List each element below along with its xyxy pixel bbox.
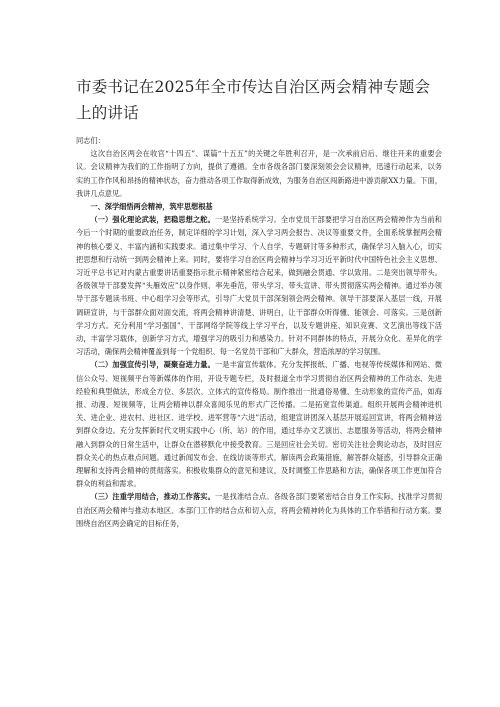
- paragraph-3: [76, 490, 442, 530]
- paragraph-2-text: 一是丰富宣传载体。充分发挥报纸、广播、电视等传统媒体和网站、微信公众号、短视频平台等新媒体的作用，开设专题专栏，及时报道全市学习贯彻自治区两会精神的工作动态、先进经验和典型做法，形成全方位、多层次、立体式的宣传格局。制作推出一批通俗易懂、生动形象的宣传产品，如海报、动漫、短视频等，让两会精神以群众喜闻乐见的形式广泛传播。二是拓宽宣传渠道。组织开展两会精神进机关、进企业、进农村、进社区、进学校、进军营等“六进”活动，组建宣讲团深入基层开展巡回宣讲，将两会精神送到群众身边。充分发挥新时代文明实践中心（所、站）的作用，通过举办文艺演出、志愿服务等活动，将两会精神融入到群众的日常生活中，让群众在潜移默化中接受教育。三是回应社会关切。密切关注社会舆论动态，及时回应群众关心的热点难点问题。通过新闻发布会、在线访谈等形式，解读两会政策措施，解答群众疑惑，引导群众正确理解和支持两会精神的贯彻落实。积极收集群众的意见和建议，及时调整工作思路和方法，确保各项工作更加符合群众的利益和需求。: [76, 360, 442, 489]
- section-heading-1: 一、深学细悟两会精神，筑牢思想根基: [90, 202, 213, 212]
- document-body: [76, 134, 442, 530]
- paragraph-1: [76, 213, 442, 358]
- paragraph-2-lead: （二）加强宣传引导，凝聚奋进力量。: [90, 360, 215, 370]
- document-title: 市委书记在2025年全市传达自治区两会精神专题会上的讲话: [76, 78, 431, 122]
- paragraph-1-text: 一是坚持系统学习。全市党员干部要把学习自治区两会精神作为当前和今后一个时期的重要政治任务，制定详细的学习计划，深入学习两会报告、决议等重要文件，全面系统掌握两会精神的核心要义、丰富内涵和实践要求。通过集中学习、个人自学、专题研讨等多种形式，确保学习入脑入心，切实把思想和行动统一到两会精神上来。同时，要将学习自治区两会精神与学习习近平新时代中国特色社会主义思想、习近平总书记对内蒙古重要讲话重要指示批示精神紧密结合起来，做到融会贯通、学以致用。二是突出领导带头。各级领导干部要发挥“头雁效应”以身作则、率先垂范，带头学习、带头宣讲、带头贯彻落实两会精神。通过举办领导干部专题读书班、中心组学习会等形式，引导广大党员干部深刻领会两会精神。领导干部要深入基层一线，开展调研宣讲，与干部群众面对面交流，将两会精神讲清楚、讲明白，让干部群众听得懂、能领会、可落实。三是创新学习方式。充分利用“学习强国”、干部网络学院等线上学习平台，以及专题讲座、知识竞赛、文艺演出等线下活动，丰富学习载体，创新学习方式，增强学习的吸引力和感染力。针对不同群体的特点，开展分众化、差异化的学习活动，确保两会精神覆盖到每一个党组织、每一名党员干部和广大群众，营造浓厚的学习氛围。: [76, 215, 442, 357]
- paragraph-3-text: 一是找准结合点。各级各部门要紧密结合自身工作实际，找准学习贯彻自治区两会精神与推动本地区、本部门工作的结合点和切入点，将两会精神转化为具体的工作举措和行动方案。要围绕自治区两会确定的目标任务，: [76, 492, 442, 528]
- paragraph-1-lead: （一）强化理论武装，把稳思想之舵。: [90, 215, 215, 225]
- paragraph-3-lead: （三）注重学用结合，推动工作落实。: [90, 492, 215, 502]
- paragraph-2: [76, 358, 442, 490]
- intro-paragraph: 这次自治区两会在收官“十四五”、谋篇“十五五”的关键之年胜利召开，是一次承前启后、继往开来的重要会议。会议精神为我们的工作指明了方向，提供了遵循。全市各级各部门要深刻领会会议精神，迅速行动起来，以务实的工作作风和昂扬的精神状态，奋力推动各项工作取得新成效，为服务自治区闯新路进中游贡献XX力量。下面，我讲几点意见。: [76, 149, 442, 198]
- salutation: 同志们：: [76, 136, 105, 145]
